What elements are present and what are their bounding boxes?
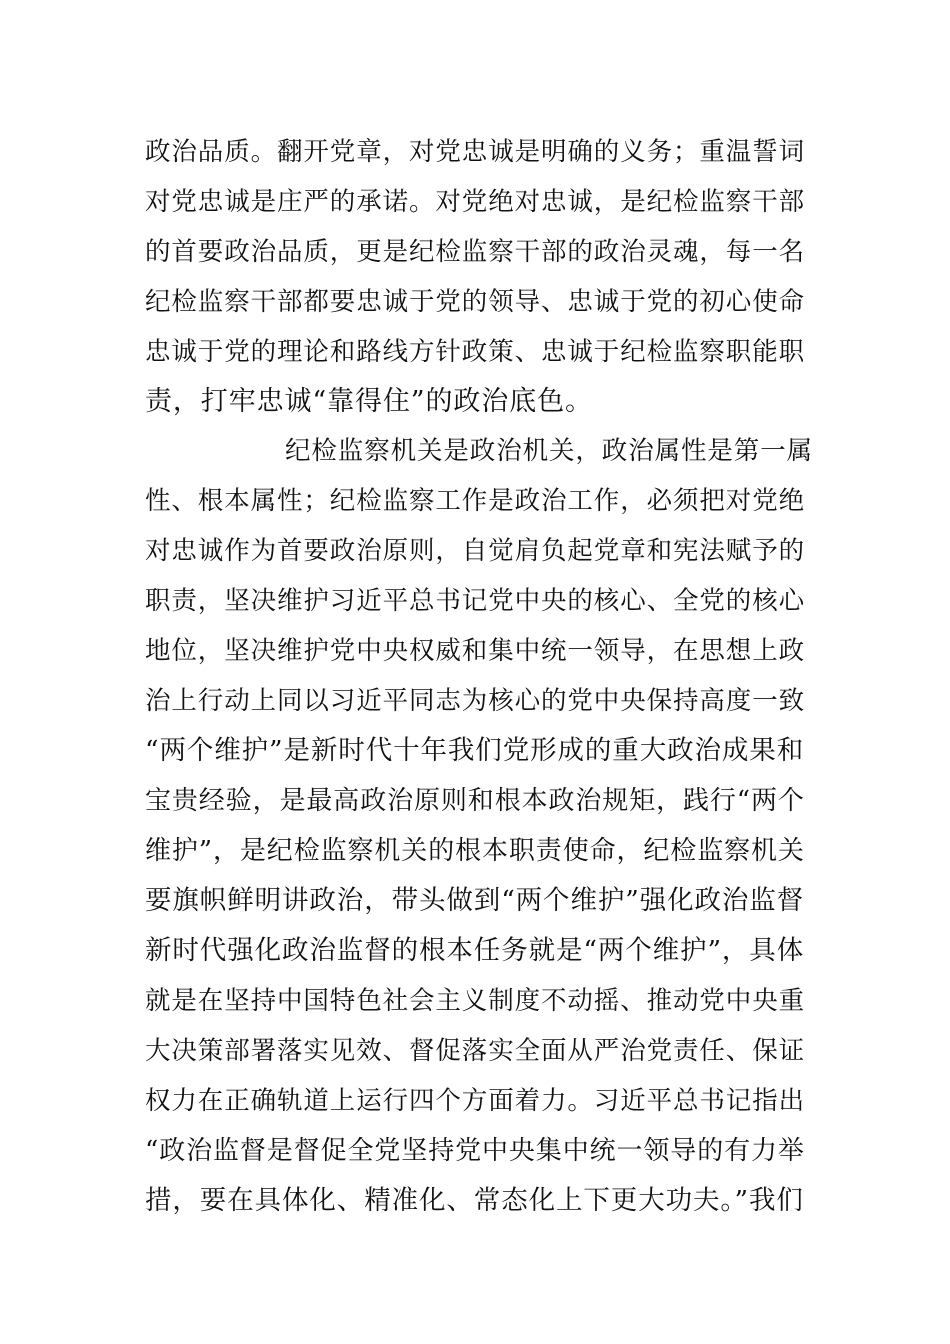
text-line-17: 新时代强化政治监督的根本任务就是“两个维护”，具体 — [145, 935, 805, 966]
text-line-11: 地位，坚决维护党中央权威和集中统一领导，在思想上政 — [145, 636, 806, 666]
text-line-6: 责，打牢忠诚“靠得住”的政治底色。 — [145, 386, 593, 417]
text-line-18: 就是在坚持中国特色社会主义制度不动摇、推动党中央重 — [145, 986, 806, 1016]
text-line-7: 纪检监察机关是政治机关，政治属性是第一属 — [285, 436, 814, 466]
text-line-21: “政治监督是督促全党坚持党中央集中统一领导的有力举 — [145, 1136, 805, 1166]
text-line-22: 措，要在具体化、精准化、常态化上下更大功夫。”我们 — [145, 1185, 804, 1216]
text-line-8: 性、根本属性；纪检监察工作是政治工作，必须把对党绝 — [145, 486, 806, 516]
text-line-19: 大决策部署落实见效、督促落实全面从严治党责任、保证 — [145, 1036, 806, 1066]
text-line-14: 宝贵经验，是最高政治原则和根本政治规矩，践行“两个 — [145, 786, 805, 816]
text-line-9: 对忠诚作为首要政治原则，自觉肩负起党章和宪法赋予的 — [145, 536, 806, 566]
text-line-4: 纪检监察干部都要忠诚于党的领导、忠诚于党的初心使命 — [145, 287, 806, 317]
text-line-1: 政治品质。翻开党章，对党忠诚是明确的义务；重温誓词 — [145, 137, 806, 167]
text-line-2: 对党忠诚是庄严的承诺。对党绝对忠诚，是纪检监察干部 — [145, 187, 806, 217]
text-line-5: 忠诚于党的理论和路线方针政策、忠诚于纪检监察职能职 — [145, 337, 806, 367]
text-line-10: 职责，坚决维护习近平总书记党中央的核心、全党的核心 — [145, 586, 806, 616]
text-line-16: 要旗帜鲜明讲政治，带头做到“两个维护”强化政治监督 — [145, 885, 805, 916]
text-line-13: “两个维护”是新时代十年我们党形成的重大政治成果和 — [145, 735, 805, 766]
text-line-15: 维护”，是纪检监察机关的根本职责使命，纪检监察机关 — [145, 836, 805, 866]
text-line-20: 权力在正确轨道上运行四个方面着力。习近平总书记指出 — [145, 1086, 806, 1116]
text-line-12: 治上行动上同以习近平同志为核心的党中央保持高度一致 — [145, 686, 806, 716]
text-line-3: 的首要政治品质，更是纪检监察干部的政治灵魂，每一名 — [145, 237, 806, 267]
